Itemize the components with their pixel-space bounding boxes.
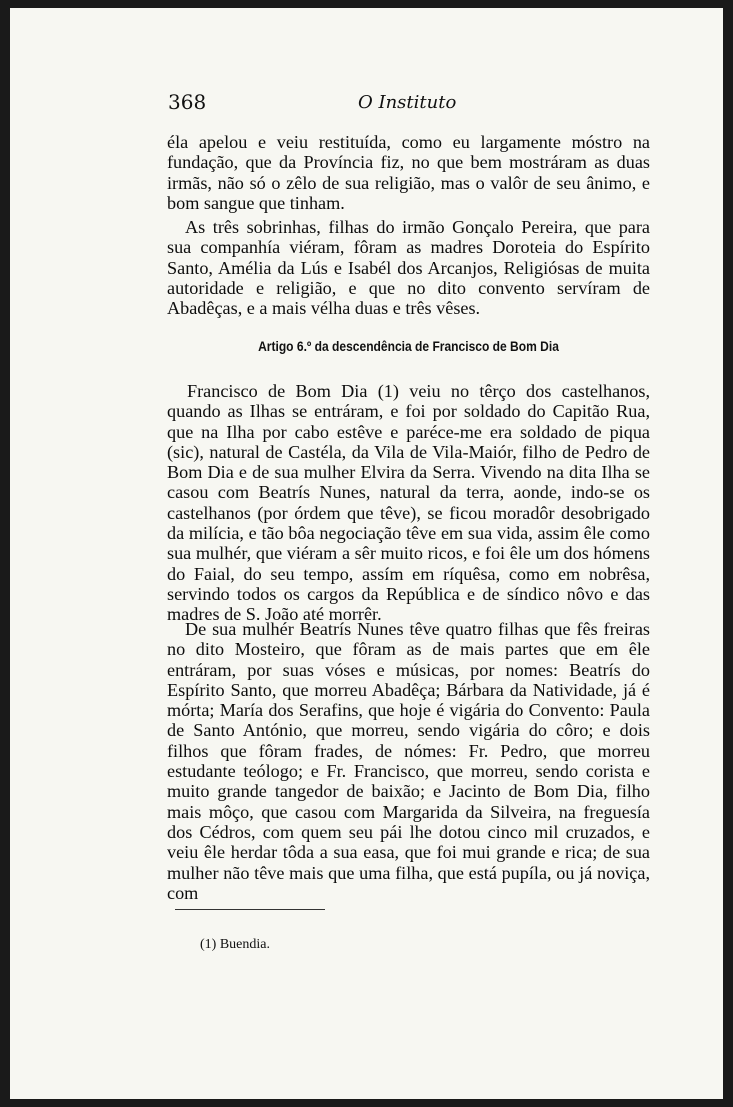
footnote: (1) Buendia. — [200, 937, 270, 952]
page-header — [168, 90, 651, 118]
running-title: O Instituto — [358, 92, 457, 113]
paragraph-4: De sua mulhér Beatrís Nunes têve quatro filhas que fês freiras no dito Mosteiro, que fôram as de mais partes que em êle entráram, por suas vóses e músicas, por nomes: Beatrís do Espírito Santo, que morreu Abadêça; Bárbara da Natividade, já é mórta; María dos Serafins, que hoje é vigária do Convento: Paula de Santo António, que morreu, sendo vigária do côro; e dois filhos que fôram frades, de nómes: Fr. Pedro, que morreu estudante teólogo; e Fr. Francisco, que morreu, sendo corista e muito grande tangedor de baixão; e Jacinto de Bom Dia, filho mais môço, que casou com Margarida da Silveira, na freguesía dos Cédros, com quem seu pái lhe dotou cinco mil cruzados, e veiu êle herdar tôda a sua easa, que foi mui grande e rica; de sua mulher não têve mais que uma filha, que está pupíla, ou já noviça, com — [167, 619, 650, 903]
footnote-divider — [175, 909, 325, 910]
paragraph-2: As três sobrinhas, filhas do irmão Gonçalo Pereira, que para sua companhía viéram, fôram as madres Doroteia do Espírito Santo, Amélia da Lús e Isabél dos Arcanjos, Religiósas de muita autoridade e religião, e que no dito convento servíram de Abadêças, e a mais vélha duas e três vêses. — [167, 217, 650, 319]
paragraph-3: Francisco de Bom Dia (1) veiu no têrço dos castelhanos, quando as Ilhas se entráram, e foi por soldado do Capitão Rua, que na Ilha por cabo estêve e paréce-me era soldado de piqua (sic), natural de Castéla, da Vila de Vila-Maiór, filho de Pedro de Bom Dia e de sua mulher Elvira da Serra. Vivendo na dita Ilha se casou com Beatrís Nunes, natural da terra, aonde, indo-se os castelhanos (por órdem que têve), se ficou moradôr desobrigado da milícia, e tão bôa negociação têve em sua vida, assim êle como sua mulhér, que viéram a sêr muito ricos, e foi êle um dos hómens do Faial, do seu tempo, assím em ríquêsa, como em nobrêsa, servindo todos os cargos da República e de síndico nôvo e das madres de S. João até morrêr. — [167, 381, 650, 625]
page-number: 368 — [168, 90, 207, 114]
paragraph-1: éla apelou e veiu restituída, como eu largamente móstro na fundação, que da Província fiz, no que bem mostráram as duas irmãs, não só o zêlo de sua religião, mas o valôr de seu ânimo, e bom sangue que tinham. — [167, 132, 650, 213]
book-page — [10, 8, 723, 1099]
section-heading: Artigo 6.º da descendência de Francisco de Bom Dia — [258, 338, 559, 354]
